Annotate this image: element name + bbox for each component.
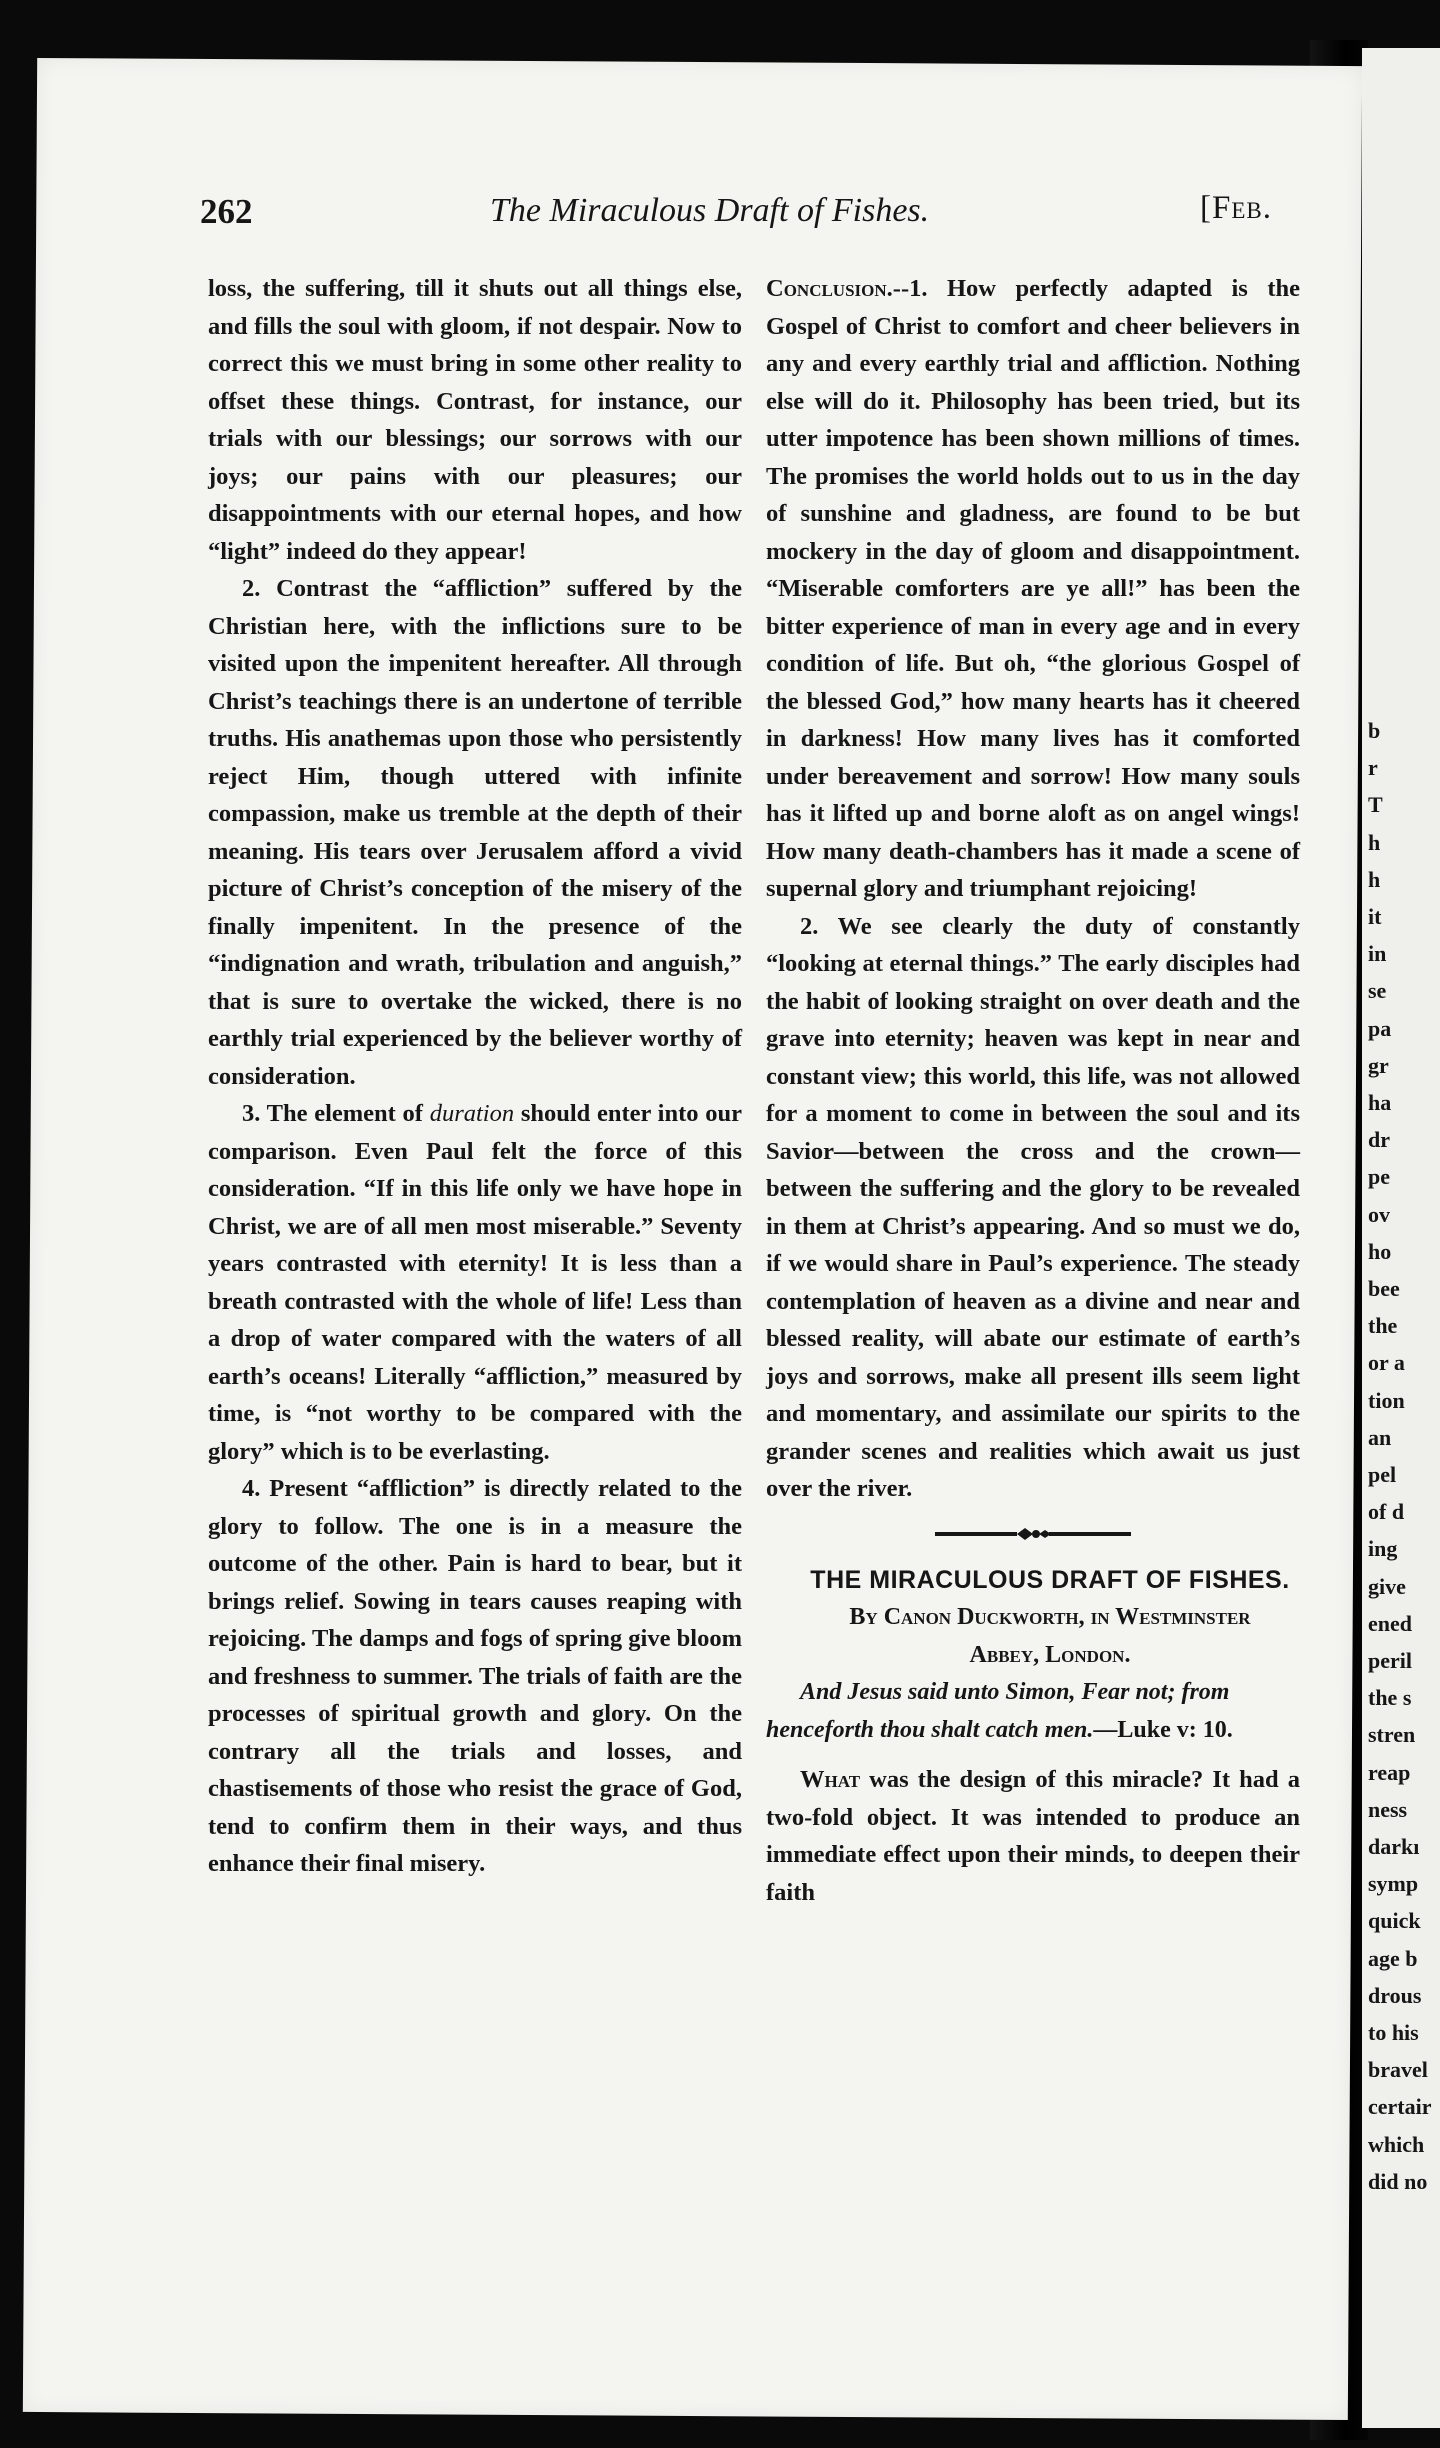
article-title: THE MIRACULOUS DRAFT OF FISHES. <box>810 1565 1290 1594</box>
page-header <box>200 192 1300 242</box>
sermon-opening <box>766 1761 1300 1911</box>
adjacent-page-fragment: h <box>1368 829 1381 855</box>
paragraph-3-start: 3. The element of <box>242 1100 430 1127</box>
right-column <box>766 270 1300 1911</box>
adjacent-page-fragment: ov <box>1368 1201 1390 1227</box>
sermon-opening-label: What <box>800 1766 861 1793</box>
adjacent-page-fragment: stren <box>1368 1722 1416 1748</box>
adjacent-page-fragment: give <box>1368 1573 1406 1599</box>
adjacent-page-fragment: or a <box>1368 1350 1405 1376</box>
adjacent-page-fragment: T <box>1368 792 1383 818</box>
running-title: The Miraculous Draft of Fishes. <box>490 192 930 229</box>
adjacent-page-fragment: ing <box>1368 1536 1398 1562</box>
paragraph-4: 4. Present “affliction” is directly related to the glory to follow. The one is in a measure the outcome of the other. Pain is hard to bear, but it brings relief. Sowing in tears causes reaping with rejoicing. The damps and fogs of spring give bloom and freshness to summer. The trials of faith are the processes of spiritual growth and glory. On the contrary all the trials and losses, and chastisements of those who resist the grace of God, tend to confirm them in their ways, and thus enhance their final misery. <box>208 1475 742 1877</box>
adjacent-page-fragment: certair <box>1368 2094 1432 2120</box>
conclusion-label: Conclusion. <box>766 275 893 302</box>
adjacent-page-fragment: an <box>1368 1424 1392 1450</box>
adjacent-page-fragment: age b <box>1368 1945 1418 1971</box>
ornamental-divider <box>766 1522 1300 1552</box>
paragraph-continued: loss, the suffering, till it shuts out all things else, and fills the soul with gloom, if not despair. Now to correct this we must bring in some other reality to offset these things. Contrast, for instance, our trials with our blessings; our sorrows with our joys; our pains with our pleasures; our disappointments with our eternal hopes, and how “light” indeed do they appear! <box>208 275 742 565</box>
left-column <box>208 270 742 1883</box>
adjacent-page-fragment: did no <box>1368 2168 1428 2194</box>
adjacent-page-fragment: to his <box>1368 2020 1419 2045</box>
paragraph-3-italic: duration <box>429 1100 515 1127</box>
adjacent-page-fragment: r <box>1368 755 1378 781</box>
adjacent-page-fragment: gr <box>1368 1052 1389 1078</box>
adjacent-page-fragment: quick <box>1368 1908 1421 1934</box>
adjacent-page-edge <box>1362 48 1440 2428</box>
adjacent-page-fragment: the s <box>1368 1685 1412 1711</box>
adjacent-page-fragment: ho <box>1368 1238 1392 1264</box>
adjacent-page-fragment: peril <box>1368 1648 1412 1673</box>
adjacent-page-fragment: ha <box>1368 1090 1392 1115</box>
adjacent-page-fragment: it <box>1368 904 1382 929</box>
adjacent-page-fragment: darkı <box>1368 1834 1420 1859</box>
adjacent-page-fragment: symp <box>1368 1871 1419 1897</box>
adjacent-page-fragment: pel <box>1368 1462 1397 1487</box>
epigraph-reference: —Luke v: 10. <box>1093 1716 1233 1743</box>
adjacent-page-fragment: pe <box>1368 1164 1390 1190</box>
epigraph-text: And Jesus said unto Simon, Fear not; from henceforth thou shalt catch men. <box>766 1679 1230 1743</box>
divider-ornament-icon <box>933 1522 1133 1546</box>
adjacent-page-fragment: which <box>1368 2131 1425 2157</box>
adjacent-page-fragment: of d <box>1368 1499 1405 1525</box>
adjacent-page-fragment: se <box>1368 978 1387 1004</box>
adjacent-page-fragment: h <box>1368 866 1381 892</box>
adjacent-page-fragment: the <box>1368 1313 1398 1339</box>
epigraph <box>766 1674 1300 1749</box>
adjacent-page-fragment: bee <box>1368 1276 1400 1301</box>
paragraph-3-end: should enter into our comparison. Even Paul felt the force of this consideration. “If in this life only we have hope in Christ, we are of all men most miserable.” Seventy years contrasted with eternity! It is less than a breath contrasted with the whole of life! Less than a drop of water compared with the waters of all earth’s oceans! Literally “affliction,” measured by time, is “not worthy to be compared with the glory” which is to be everlasting. <box>208 1100 742 1465</box>
adjacent-page-fragment: tion <box>1368 1387 1405 1413</box>
adjacent-page-fragment: dr <box>1368 1127 1390 1153</box>
adjacent-page-fragment: reap <box>1368 1759 1411 1785</box>
header-month: [Feb. <box>1200 190 1272 226</box>
sermon-opening-text: was the design of this miracle? It had a two-fold object. It was intended to produce an immediate effect upon their minds, to deepen their faith <box>766 1766 1300 1906</box>
adjacent-page-fragment: drous <box>1368 1982 1422 2008</box>
adjacent-page-fragment: ened <box>1368 1610 1412 1636</box>
conclusion-text: --1. How perfectly adapted is the Gospel of Christ to comfort and cheer believers in any and every earthly trial and affliction. Nothing else will do it. Philosophy has been tried, but its utter impotence has been shown millions of times. The promises the world holds out to us in the day of sunshine and gladness, are found to be but mockery in the day of gloom and disappointment. “Miserable comforters are ye all!” has been the bitter experience of man in every age and in every condition of life. But oh, “the glorious Gospel of the blessed God,” how many hearts has it cheered in darkness! How many lives has it comforted under bereavement and sorrow! How many souls has it lifted up and borne aloft as on angel wings! How many death-chambers has it made a scene of supernal glory and triumphant rejoicing! <box>766 275 1300 902</box>
paragraph-3 <box>208 1095 742 1470</box>
adjacent-page-fragment: pa <box>1368 1015 1392 1041</box>
adjacent-page-fragment: bravel <box>1368 2057 1428 2083</box>
adjacent-page-fragment: in <box>1368 941 1387 967</box>
conclusion-paragraph-2: 2. We see clearly the duty of constantly “looking at eternal things.” The early disciples had the habit of looking straight on over death and the grave into eternity; heaven was kept in near and constant view; this world, this life, was not allowed for a moment to come in between the soul and its Savior—between the cross and the crown—between the suffering and the glory to be revealed in them at Christ’s appearing. And so must we do, if we would share in Paul’s experience. The steady contemplation of heaven as a divine and near and blessed reality, will abate our estimate of earth’s joys and sorrows, make all present ills seem light and momentary, and assimilate our spirits to the grander scenes and realities which await us just over the river. <box>766 912 1300 1502</box>
paragraph-2: 2. Contrast the “affliction” suffered by the Christian here, with the inflictions sure to be visited upon the impenitent hereafter. All through Christ’s teachings there is an undertone of terrible truths. His anathemas upon those who persistently reject Him, though uttered with infinite compassion, make us tremble at the depth of their meaning. His tears over Jerusalem afford a vivid picture of Christ’s conception of the misery of the finally impenitent. In the presence of the “indignation and wrath, tribulation and anguish,” that is sure to overtake the wicked, there is no earthly trial experienced by the believer worthy of consideration. <box>208 575 742 1090</box>
conclusion-paragraph <box>766 270 1300 908</box>
adjacent-page-fragment: ness <box>1368 1796 1408 1822</box>
adjacent-page-fragment: b <box>1368 718 1381 743</box>
byline-line-2: Abbey, London. <box>969 1641 1131 1668</box>
byline-line-1: By Canon Duckworth, in Westminster <box>849 1604 1251 1630</box>
page-number: 262 <box>200 192 253 231</box>
